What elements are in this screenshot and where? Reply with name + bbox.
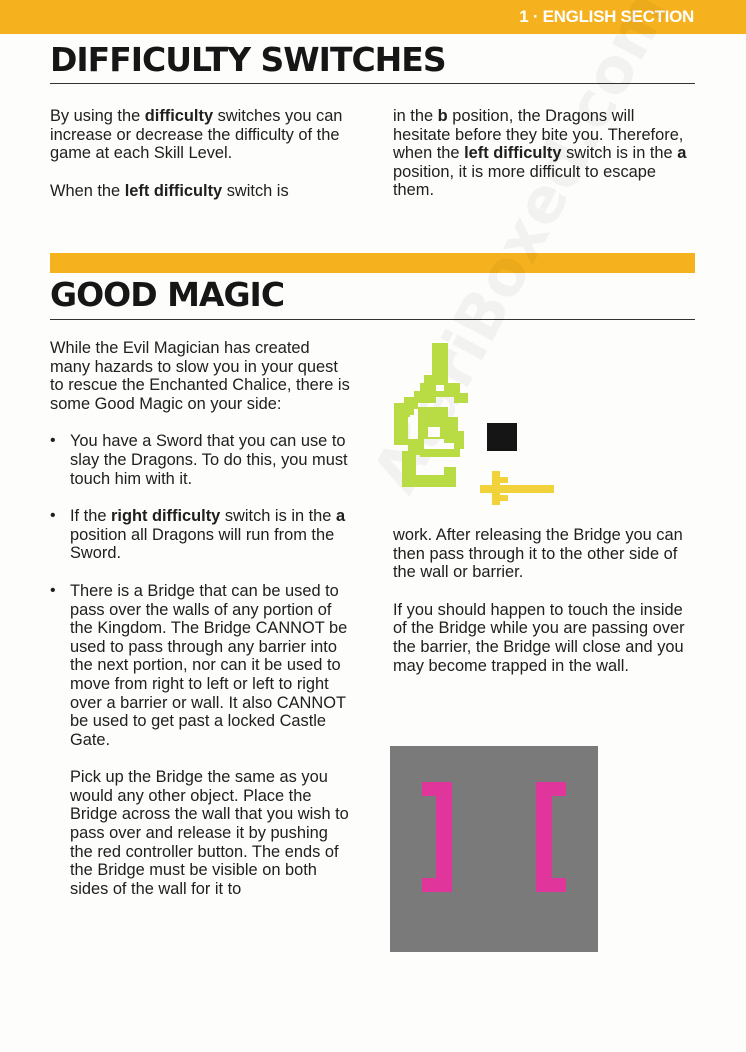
heading-rule	[50, 319, 695, 320]
difficulty-paragraph-1: By using the difficulty switches you can increase or decrease the difficulty of the game at each Skill Level.	[50, 107, 343, 163]
list-item-right-difficulty: • If the right difficulty switch is in the a position all Dragons will run from the Sword.	[50, 507, 350, 563]
difficulty-paragraph-3: in the b position, the Dragons will hesitate before they bite you. Therefore, when the left difficulty switch is in the a position, it is more difficult to escape them.	[393, 107, 687, 200]
difficulty-paragraph-2: When the left difficulty switch is	[50, 181, 289, 200]
bridge-continued-paragraph: Pick up the Bridge the same as you would any other object. Place the Bridge across the wall that you wish to pass over and release it by pushing the red controller button. The ends of the Bridge must be visible on both sides of the wall for it to	[70, 768, 349, 898]
good-magic-paragraph-work: work. After releasing the Bridge you can then pass through it to the other side of the wall or barrier.	[393, 526, 683, 582]
sword-sprite	[480, 471, 554, 505]
section-label: 1 · ENGLISH SECTION	[519, 7, 694, 26]
section-divider-bar	[50, 253, 695, 273]
black-square	[487, 423, 517, 451]
difficulty-left-column	[50, 107, 355, 200]
list-item-sword: • You have a Sword that you can use to slay the Dragons. To do this, you must touch him with it.	[50, 432, 350, 488]
good-magic-right-column	[393, 526, 693, 675]
good-magic-left-column	[50, 339, 350, 898]
good-magic-heading: GOOD MAGIC	[50, 275, 285, 314]
good-magic-intro: While the Evil Magician has created many hazards to slow you in your quest to rescue the Enchanted Chalice, there is some Good Magic on your side:	[50, 339, 350, 413]
dragon-sprite	[394, 343, 468, 487]
good-magic-paragraph-touch: If you should happen to touch the inside of the Bridge while you are passing over the barrier, the Bridge will close and you may become trapped in the wall.	[393, 600, 685, 675]
list-item-bridge: • There is a Bridge that can be used to pass over the walls of any portion of the Kingdom. The Bridge CANNOT be used to pass through any barrier into the next portion, nor can it be used to move from right to left or left to right over a barrier or wall. It also CANNOT be used to get past a locked Castle Gate. Pick up the Bridge the same as you would any other object. Place the Bridge across the wall that you wish to pass over and release it by pushing the red controller button. The ends of the Bridge must be visible on both sides of the wall for it to	[50, 582, 350, 899]
difficulty-switches-heading: DIFFICULTY SWITCHES	[50, 40, 446, 79]
bridge-image	[390, 746, 598, 952]
dragon-and-sword-image	[380, 335, 595, 520]
